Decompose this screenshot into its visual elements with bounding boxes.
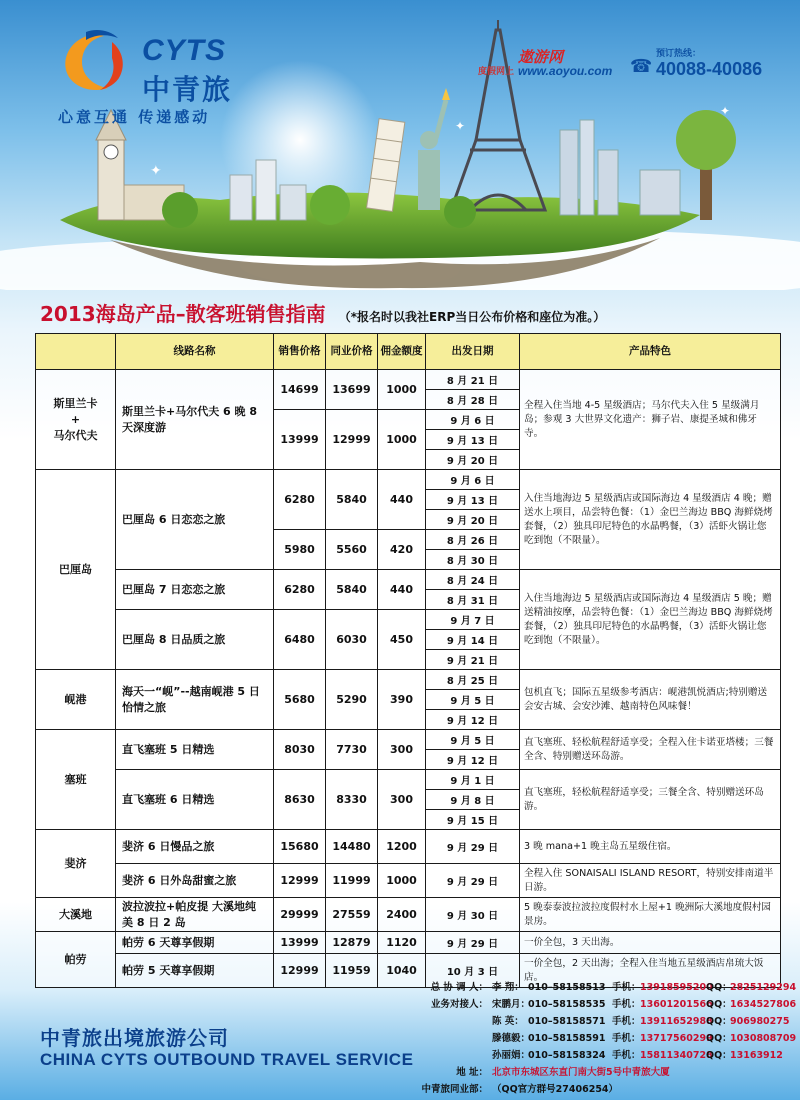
- contact-qq: 906980275: [730, 1016, 790, 1027]
- svg-text:✦: ✦: [150, 163, 162, 179]
- table-row: [36, 770, 781, 790]
- contact-row: [400, 1030, 796, 1047]
- contact-qq: 2825129294: [730, 982, 797, 993]
- svg-text:✦: ✦: [720, 104, 731, 118]
- table-row: [36, 370, 781, 390]
- trade-price: 11959: [326, 954, 378, 988]
- contact-mobile-label: 手机：: [612, 1033, 641, 1044]
- contact-block: [400, 979, 796, 1098]
- region-cell: 斯里兰卡 + 马尔代夫: [36, 370, 116, 470]
- trade-price: 5840: [326, 470, 378, 530]
- feature-cell: 入住当地海边 5 星级酒店或国际海边 4 星级酒店 4 晚；赠送水上项目，品尝特色餐：（1）金巴兰海边 BBQ 海鲜烧烤套餐，（2）独具印尼特色的水晶鸭餐，（3）活虾火锅让您吃到饱（不限量）。: [520, 470, 781, 570]
- trade-price: 5840: [326, 570, 378, 610]
- table-row: [36, 670, 781, 690]
- address: 北京市东城区东直门南大街5号中青旅大厦: [492, 1067, 670, 1078]
- aoyou-brand: 遨游网: [518, 48, 564, 66]
- contact-mobile: 15811340728: [640, 1050, 713, 1061]
- contact-mobile-label: 手机：: [612, 1050, 641, 1061]
- contact-row: [400, 1047, 796, 1064]
- feature-cell: 直飞塞班，轻松航程舒适享受；三餐全含、特别赠送环岛游。: [520, 770, 781, 830]
- sale-price: 5680: [274, 670, 326, 730]
- commission: 2400: [378, 898, 426, 932]
- address-label: 地 址：: [456, 1067, 488, 1078]
- contact-name: 滕德毅：: [492, 1033, 531, 1044]
- departure-date: 9 月 29 日: [426, 932, 520, 954]
- region-cell: 巴厘岛: [36, 470, 116, 670]
- feature-cell: 5 晚泰泰波拉波拉度假村水上屋+1 晚洲际大溪地度假村园景房。: [520, 898, 781, 932]
- route-cell: 斐济 6 日外岛甜蜜之旅: [116, 864, 274, 898]
- contact-qq-label: QQ：: [706, 999, 732, 1010]
- departure-date: 9 月 5 日: [426, 690, 520, 710]
- departure-date: 9 月 13 日: [426, 430, 520, 450]
- feature-cell: 入住当地海边 5 星级酒店或国际海边 4 星级酒店 5 晚；赠送精油按摩，品尝特色餐：（1）金巴兰海边 BBQ 海鲜烧烤套餐，（2）独具印尼特色的水晶鸭餐，（3）活虾火锅让您吃到饱（不限量）。: [520, 570, 781, 670]
- contact-name: 孙丽娟：: [492, 1050, 531, 1061]
- contact-mobile: 13911652988: [640, 1016, 713, 1027]
- departure-date: 9 月 7 日: [426, 610, 520, 630]
- trade-price: 8330: [326, 770, 378, 830]
- sale-price: 5980: [274, 530, 326, 570]
- departure-date: 9 月 8 日: [426, 790, 520, 810]
- feature-cell: 一价全包，3 天出海。: [520, 932, 781, 954]
- feature-cell: 3 晚 mana+1 晚主岛五星级住宿。: [520, 830, 781, 864]
- header-sale-price: 销售价格: [274, 334, 326, 370]
- route-cell: 巴厘岛 6 日恋恋之旅: [116, 470, 274, 570]
- trade-price: 14480: [326, 830, 378, 864]
- commission: 300: [378, 730, 426, 770]
- contact-qq-label: QQ：: [706, 982, 732, 993]
- product-table: [35, 333, 781, 988]
- route-cell: 斯里兰卡+马尔代夫 6 晚 8 天深度游: [116, 370, 274, 470]
- feature-cell: 全程入住当地 4-5 星级酒店；马尔代夫入住 5 星级满月岛；参观 3 大世界文化遗产：狮子岩、康提圣城和佛牙寺。: [520, 370, 781, 470]
- header-commission: 佣金额度: [378, 334, 426, 370]
- departure-date: 9 月 20 日: [426, 510, 520, 530]
- departure-date: 8 月 21 日: [426, 370, 520, 390]
- route-cell: 巴厘岛 7 日恋恋之旅: [116, 570, 274, 610]
- departure-date: 9 月 29 日: [426, 864, 520, 898]
- sale-price: 14699: [274, 370, 326, 410]
- brand-cn: 中青旅: [142, 73, 233, 106]
- departure-date: 9 月 12 日: [426, 750, 520, 770]
- feature-cell: 全程入住 SONAISALI ISLAND RESORT，特别安排南道半日游。: [520, 864, 781, 898]
- region-cell: 帕劳: [36, 932, 116, 988]
- sale-price: 6480: [274, 610, 326, 670]
- contact-name: 陈 英：: [492, 1016, 524, 1027]
- contact-row: [400, 979, 796, 996]
- contact-role: 业务对接人：: [430, 999, 488, 1010]
- contact-tel: 010–58158535: [528, 999, 606, 1010]
- trade-price: 12999: [326, 410, 378, 470]
- route-cell: 海天一“岘”--越南岘港 5 日怡情之旅: [116, 670, 274, 730]
- contact-tel: 010–58158513: [528, 982, 606, 993]
- page-title-row: [40, 298, 800, 326]
- departure-date: 9 月 12 日: [426, 710, 520, 730]
- hotline-number[interactable]: 40088-40086: [656, 59, 763, 79]
- commission: 1000: [378, 410, 426, 470]
- route-cell: 巴厘岛 8 日品质之旅: [116, 610, 274, 670]
- sale-price: 13999: [274, 410, 326, 470]
- contact-mobile: 13918595200: [640, 982, 713, 993]
- aoyou-tag: 度假网上: [478, 67, 515, 77]
- header-features: 产品特色: [520, 334, 781, 370]
- route-cell: 帕劳 5 天尊享假期: [116, 954, 274, 988]
- commission: 1120: [378, 932, 426, 954]
- departure-date: 8 月 24 日: [426, 570, 520, 590]
- route-cell: 斐济 6 日慢品之旅: [116, 830, 274, 864]
- commission: 450: [378, 610, 426, 670]
- contact-tel: 010–58158324: [528, 1050, 606, 1061]
- departure-date: 10 月 3 日: [426, 954, 520, 988]
- feature-cell: 直飞塞班、轻松航程舒适享受；全程入住卡诺亚塔楼；三餐全含、特别赠送环岛游。: [520, 730, 781, 770]
- sale-price: 8630: [274, 770, 326, 830]
- commission: 1000: [378, 864, 426, 898]
- contact-qq: 1634527806: [730, 999, 797, 1010]
- trade-price: 13699: [326, 370, 378, 410]
- table-row: [36, 570, 781, 590]
- departure-date: 9 月 21 日: [426, 650, 520, 670]
- departure-date: 9 月 29 日: [426, 830, 520, 864]
- region-cell: 大溪地: [36, 898, 116, 932]
- commission: 1000: [378, 370, 426, 410]
- commission: 440: [378, 570, 426, 610]
- contact-role: 总 协 调 人：: [430, 982, 488, 993]
- contact-tel: 010–58158571: [528, 1016, 606, 1027]
- sale-price: 12999: [274, 864, 326, 898]
- feature-cell: 一价全包，2 天出海；全程入住当地五星级酒店帛琉大饭店。: [520, 954, 781, 988]
- departure-date: 9 月 14 日: [426, 630, 520, 650]
- table-header-row: [36, 334, 781, 370]
- trade-price: 5290: [326, 670, 378, 730]
- contact-name: 李 翔：: [492, 982, 524, 993]
- departure-date: 8 月 26 日: [426, 530, 520, 550]
- trade-price: 7730: [326, 730, 378, 770]
- table-row: [36, 898, 781, 932]
- hero-banner: [0, 0, 800, 290]
- route-cell: 直飞塞班 5 日精选: [116, 730, 274, 770]
- departure-date: 9 月 20 日: [426, 450, 520, 470]
- contact-mobile-label: 手机：: [612, 982, 641, 993]
- table-row: [36, 932, 781, 954]
- contact-qq-label: QQ：: [706, 1050, 732, 1061]
- departure-date: 9 月 6 日: [426, 470, 520, 490]
- contact-qq: 13163912: [730, 1050, 783, 1061]
- feature-cell: 包机直飞；国际五星级参考酒店：岘港凯悦酒店;特别赠送会安古城、会安沙滩、越南特色风味餐！: [520, 670, 781, 730]
- route-cell: 直飞塞班 6 日精选: [116, 770, 274, 830]
- contact-qq-label: QQ：: [706, 1016, 732, 1027]
- page-title: 2013海岛产品–散客班销售指南: [40, 302, 326, 326]
- phone-icon: ☎: [630, 56, 653, 77]
- contact-name: 宋鹏月：: [492, 999, 531, 1010]
- trade-price: 12879: [326, 932, 378, 954]
- table-row: [36, 730, 781, 750]
- contact-row: [400, 1013, 796, 1030]
- group-row: [400, 1081, 796, 1098]
- cyts-swirl-icon: [56, 28, 136, 98]
- trade-price: 5560: [326, 530, 378, 570]
- region-cell: 岘港: [36, 670, 116, 730]
- region-cell: 塞班: [36, 730, 116, 830]
- hotline: [630, 46, 763, 80]
- brand-en: CYTS: [142, 34, 227, 67]
- slogan: 心意互通 传递感动: [58, 108, 211, 126]
- departure-date: 9 月 6 日: [426, 410, 520, 430]
- contact-mobile-label: 手机：: [612, 1016, 641, 1027]
- qq-group: （QQ官方群号27406254）: [492, 1084, 619, 1095]
- commission: 300: [378, 770, 426, 830]
- price-note: （*报名时以我社ERP当日公布价格和座位为准。）: [338, 310, 606, 324]
- table-row: [36, 470, 781, 490]
- departure-date: 9 月 5 日: [426, 730, 520, 750]
- route-cell: 帕劳 6 天尊享假期: [116, 932, 274, 954]
- svg-text:✦: ✦: [455, 119, 466, 133]
- sale-price: 6280: [274, 570, 326, 610]
- trade-price: 11999: [326, 864, 378, 898]
- sale-price: 12999: [274, 954, 326, 988]
- departure-date: 9 月 15 日: [426, 810, 520, 830]
- sale-price: 29999: [274, 898, 326, 932]
- departure-date: 8 月 31 日: [426, 590, 520, 610]
- commission: 1040: [378, 954, 426, 988]
- departure-date: 8 月 30 日: [426, 550, 520, 570]
- contact-row: [400, 996, 796, 1013]
- commission: 440: [378, 470, 426, 530]
- contact-qq-label: QQ：: [706, 1033, 732, 1044]
- commission: 1200: [378, 830, 426, 864]
- footer-company-en: CHINA CYTS OUTBOUND TRAVEL SERVICE: [40, 1050, 414, 1069]
- header-departure: 出发日期: [426, 334, 520, 370]
- contact-mobile: 13601201566: [640, 999, 713, 1010]
- sale-price: 15680: [274, 830, 326, 864]
- header-trade-price: 同业价格: [326, 334, 378, 370]
- hotline-label: 预订热线：: [656, 49, 702, 59]
- departure-date: 9 月 13 日: [426, 490, 520, 510]
- departure-date: 9 月 1 日: [426, 770, 520, 790]
- region-cell: 斐济: [36, 830, 116, 898]
- route-cell: 波拉波拉+帕皮提 大溪地纯美 8 日 2 岛: [116, 898, 274, 932]
- commission: 420: [378, 530, 426, 570]
- sale-price: 6280: [274, 470, 326, 530]
- contact-mobile: 13717560299: [640, 1033, 713, 1044]
- table-row: [36, 864, 781, 898]
- contact-qq: 1030808709: [730, 1033, 797, 1044]
- footer-company-cn: 中青旅出境旅游公司: [40, 1026, 229, 1050]
- departure-date: 8 月 25 日: [426, 670, 520, 690]
- trade-price: 27559: [326, 898, 378, 932]
- address-row: [400, 1064, 796, 1081]
- departure-date: 8 月 28 日: [426, 390, 520, 410]
- contact-tel: 010–58158591: [528, 1033, 606, 1044]
- group-label: 中青旅同业部：: [421, 1084, 488, 1095]
- table-row: [36, 830, 781, 864]
- header-route: 线路名称: [116, 334, 274, 370]
- contact-mobile-label: 手机：: [612, 999, 641, 1010]
- sale-price: 8030: [274, 730, 326, 770]
- aoyou-logo: [478, 46, 628, 86]
- sale-price: 13999: [274, 932, 326, 954]
- trade-price: 6030: [326, 610, 378, 670]
- aoyou-url[interactable]: www.aoyou.com: [518, 64, 613, 78]
- header-region: [36, 334, 116, 370]
- commission: 390: [378, 670, 426, 730]
- departure-date: 9 月 30 日: [426, 898, 520, 932]
